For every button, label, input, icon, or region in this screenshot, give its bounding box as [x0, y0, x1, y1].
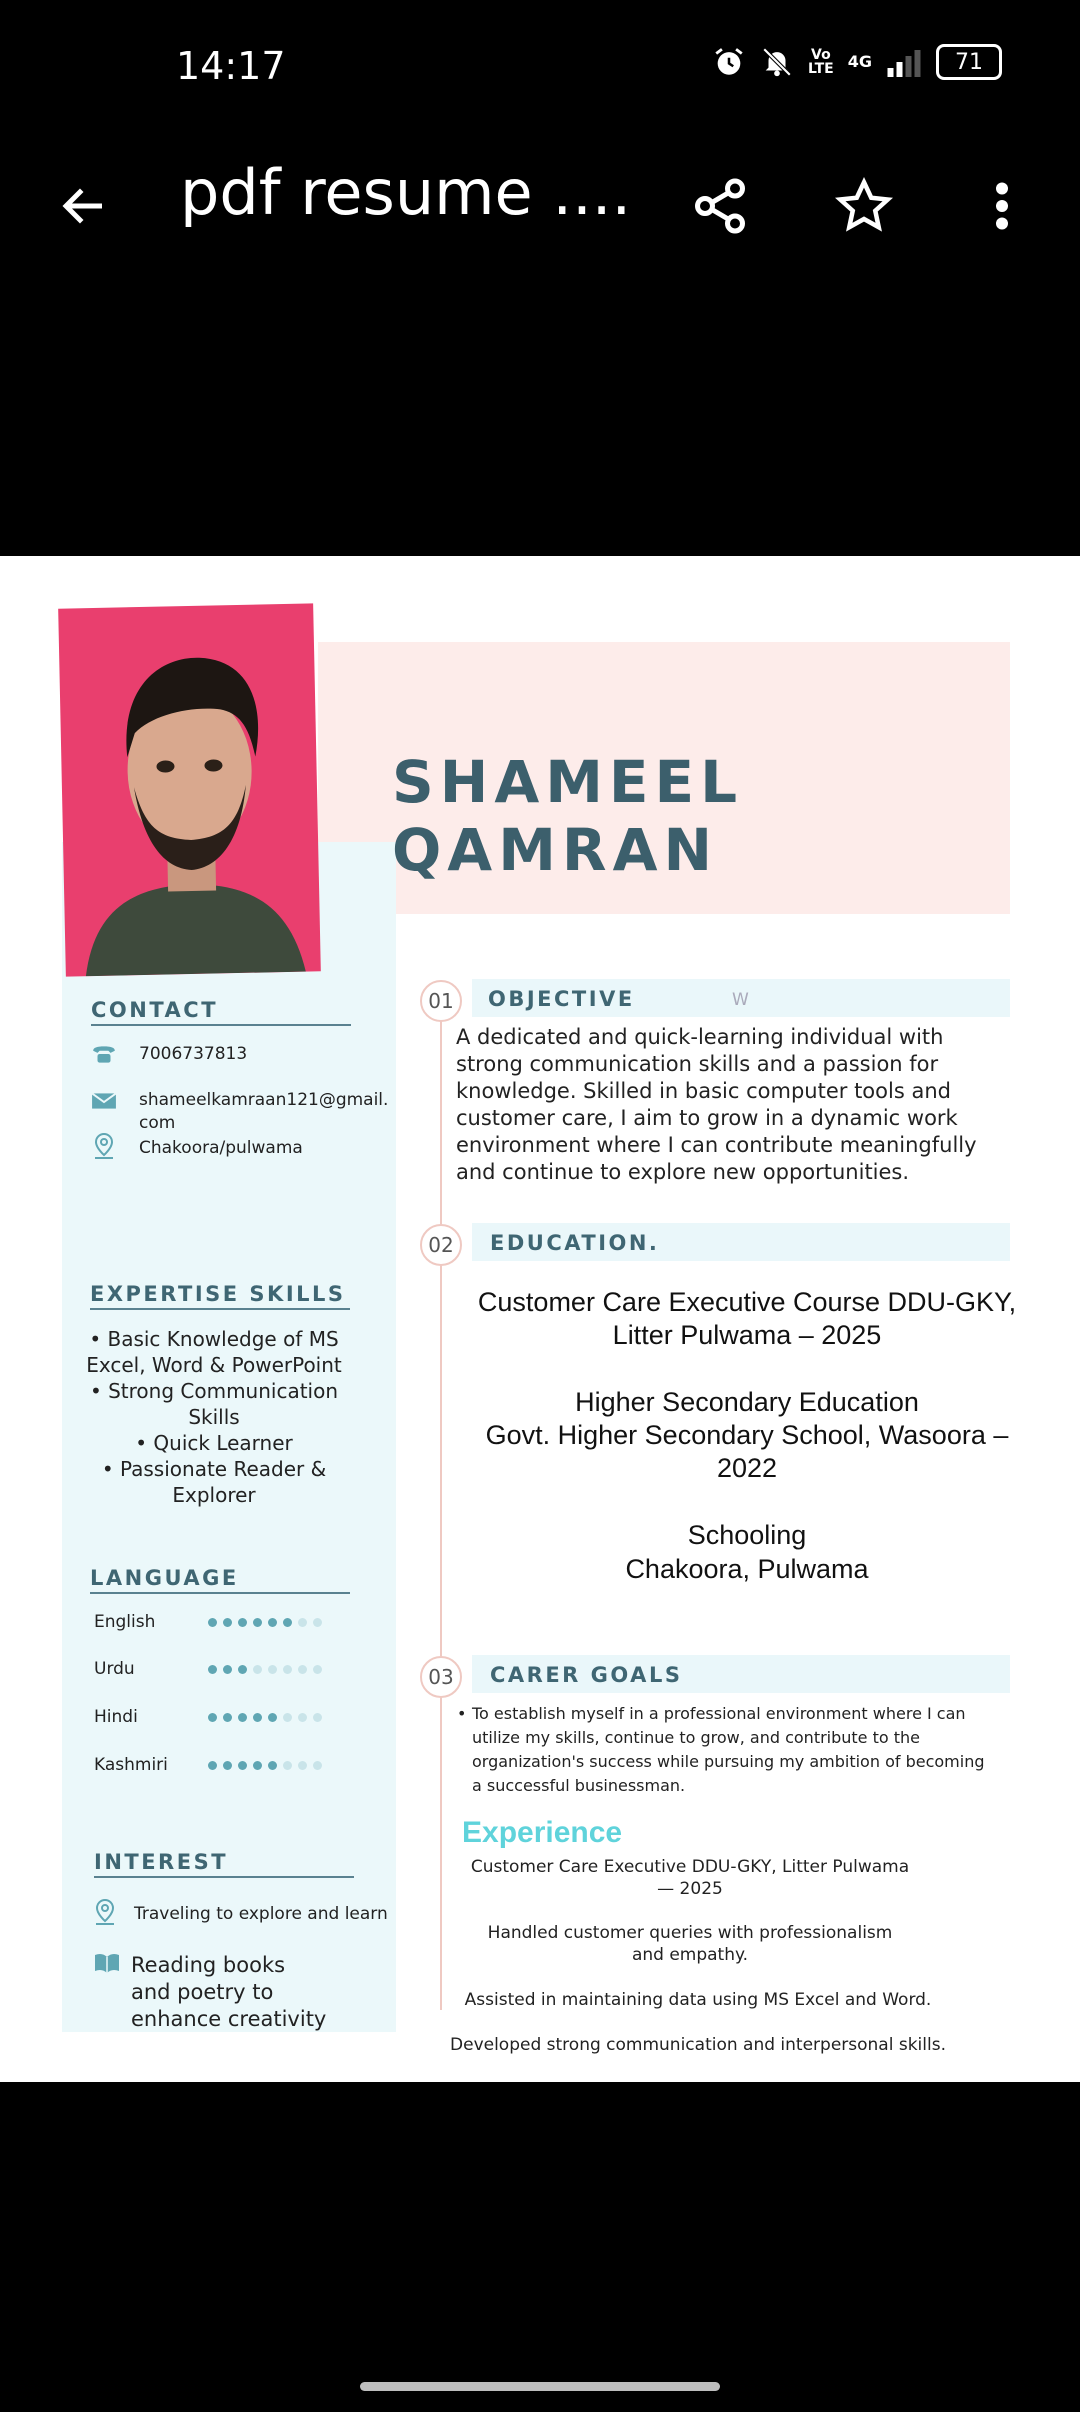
- language-row: [94, 1755, 364, 1775]
- experience-role: Customer Care Executive DDU-GKY, Litter Pulwama — 2025: [470, 1857, 910, 1899]
- level-dot-filled: [223, 1618, 232, 1627]
- section-number: 01: [420, 980, 462, 1022]
- contact-divider: [91, 1024, 351, 1026]
- level-dot-empty: [298, 1665, 307, 1674]
- skills-heading: EXPERTISE SKILLS: [90, 1282, 346, 1306]
- language-level-dots: [208, 1665, 328, 1674]
- level-dot-empty: [268, 1665, 277, 1674]
- level-dot-filled: [253, 1713, 262, 1722]
- level-dot-empty: [298, 1618, 307, 1627]
- skills-divider: [90, 1308, 350, 1310]
- experience-heading: Experience: [462, 1816, 623, 1849]
- experience-duty: Developed strong communication and interpersonal skills.: [450, 2035, 946, 2055]
- goals-heading: CARER GOALS: [490, 1663, 683, 1687]
- language-level-dots: [208, 1713, 328, 1722]
- language-name: Hindi: [94, 1707, 138, 1727]
- education-entry: Customer Care Executive Course DDU-GKY, Litter Pulwama – 2025: [477, 1287, 1017, 1350]
- level-dot-filled: [208, 1665, 217, 1674]
- level-dot-empty: [283, 1665, 292, 1674]
- level-dot-filled: [208, 1713, 217, 1722]
- bullet-marker: •: [457, 1704, 467, 1723]
- level-dot-filled: [238, 1761, 247, 1770]
- level-dot-filled: [268, 1713, 277, 1722]
- objective-heading: OBJECTIVE: [488, 987, 635, 1011]
- education-entry-title: Schooling: [687, 1520, 807, 1550]
- education-entry-title: Higher Secondary Education: [575, 1387, 919, 1417]
- timeline-line: [440, 1000, 442, 2010]
- contact-phone: 7006737813: [139, 1044, 248, 1064]
- language-name: Urdu: [94, 1659, 135, 1679]
- level-dot-filled: [238, 1665, 247, 1674]
- level-dot-filled: [238, 1713, 247, 1722]
- level-dot-filled: [238, 1618, 247, 1627]
- level-dot-filled: [208, 1618, 217, 1627]
- language-level-dots: [208, 1761, 328, 1770]
- level-dot-empty: [298, 1713, 307, 1722]
- skill-item: • Basic Knowledge of MS Excel, Word & PowerPoint: [86, 1327, 342, 1377]
- skill-item: • Quick Learner: [135, 1431, 293, 1455]
- location-pin-icon: [92, 1132, 116, 1160]
- experience-duty: Assisted in maintaining data using MS Excel and Word.: [464, 1990, 932, 2010]
- resume-name: SHAMEEL QAMRAN: [392, 748, 744, 884]
- level-dot-filled: [208, 1761, 217, 1770]
- level-dot-filled: [268, 1618, 277, 1627]
- section-number: 02: [420, 1224, 462, 1266]
- level-dot-filled: [223, 1761, 232, 1770]
- interest-travel: Traveling to explore and learn: [134, 1904, 388, 1924]
- level-dot-filled: [253, 1761, 262, 1770]
- level-dot-filled: [253, 1618, 262, 1627]
- battery-indicator: 71: [936, 44, 1002, 80]
- back-arrow-icon: [57, 179, 111, 233]
- skills-list: [76, 1326, 352, 1508]
- interest-reading: Reading books and poetry to enhance creativity: [131, 1953, 327, 2031]
- level-dot-empty: [313, 1665, 322, 1674]
- bell-off-icon: [760, 45, 794, 79]
- phone-icon: [91, 1044, 117, 1064]
- level-dot-empty: [283, 1761, 292, 1770]
- more-vert-icon: [982, 176, 1022, 236]
- document-title: pdf resume ....: [180, 156, 632, 229]
- level-dot-empty: [313, 1761, 322, 1770]
- education-heading: EDUCATION.: [490, 1231, 660, 1255]
- education-entry-detail: Govt. Higher Secondary School, Wasoora – 2022: [485, 1420, 1009, 1483]
- contact-email-line2: com: [139, 1113, 176, 1133]
- book-icon: [93, 1952, 121, 1974]
- status-time: 14:17: [176, 44, 286, 88]
- level-dot-empty: [253, 1665, 262, 1674]
- contact-location: Chakoora/pulwama: [139, 1138, 303, 1158]
- language-divider: [90, 1592, 350, 1594]
- interest-heading: INTEREST: [94, 1850, 229, 1874]
- alarm-icon: [712, 45, 746, 79]
- section-number: 03: [420, 1656, 462, 1698]
- star-icon: [834, 176, 894, 236]
- contact-heading: CONTACT: [91, 998, 219, 1022]
- objective-text: A dedicated and quick-learning individual with strong communication skills and a passion for knowledge. Skilled in basic computer tools and customer care, I aim to grow in a dynamic work environment where I can contribute meaningfully and continue to explore new opportunities.: [456, 1025, 977, 1184]
- share-icon: [690, 176, 750, 236]
- star-button[interactable]: [824, 166, 904, 246]
- language-row: [94, 1659, 364, 1679]
- interest-divider: [94, 1876, 354, 1878]
- level-dot-filled: [268, 1761, 277, 1770]
- language-name: Kashmiri: [94, 1755, 168, 1775]
- language-level-dots: [208, 1618, 328, 1627]
- level-dot-empty: [313, 1713, 322, 1722]
- objective-marker: W: [732, 990, 749, 1010]
- back-button[interactable]: [44, 166, 124, 246]
- language-row: [94, 1707, 364, 1727]
- level-dot-filled: [283, 1618, 292, 1627]
- skill-item: • Strong Communication Skills: [89, 1379, 339, 1429]
- share-button[interactable]: [680, 166, 760, 246]
- experience-duty: Handled customer queries with professionalism and empathy.: [487, 1923, 893, 1965]
- level-dot-empty: [313, 1618, 322, 1627]
- level-dot-empty: [283, 1713, 292, 1722]
- language-heading: LANGUAGE: [90, 1566, 239, 1590]
- goals-text: To establish myself in a professional environment where I can utilize my skills, continue to grow, and contribute to the organization's success while pursuing my ambition of becoming a successful businessman.: [472, 1704, 985, 1795]
- skill-item: • Passionate Reader & Explorer: [101, 1457, 327, 1507]
- more-options-button[interactable]: [962, 166, 1042, 246]
- volte-indicator: Vo LTE: [808, 47, 834, 77]
- gesture-navigation-bar[interactable]: [360, 2382, 720, 2391]
- level-dot-filled: [223, 1665, 232, 1674]
- level-dot-empty: [298, 1761, 307, 1770]
- level-dot-filled: [223, 1713, 232, 1722]
- network-type: 4G: [847, 52, 872, 71]
- signal-icon: [886, 47, 922, 77]
- email-icon: [91, 1092, 117, 1110]
- profile-photo: [58, 603, 321, 976]
- education-entry-detail: Chakoora, Pulwama: [625, 1554, 869, 1584]
- contact-email-line1: shameelkamraan121@gmail.: [139, 1090, 389, 1110]
- language-row: [94, 1612, 364, 1632]
- language-name: English: [94, 1612, 156, 1632]
- status-icons: [712, 44, 1002, 80]
- location-pin-icon: [93, 1898, 117, 1926]
